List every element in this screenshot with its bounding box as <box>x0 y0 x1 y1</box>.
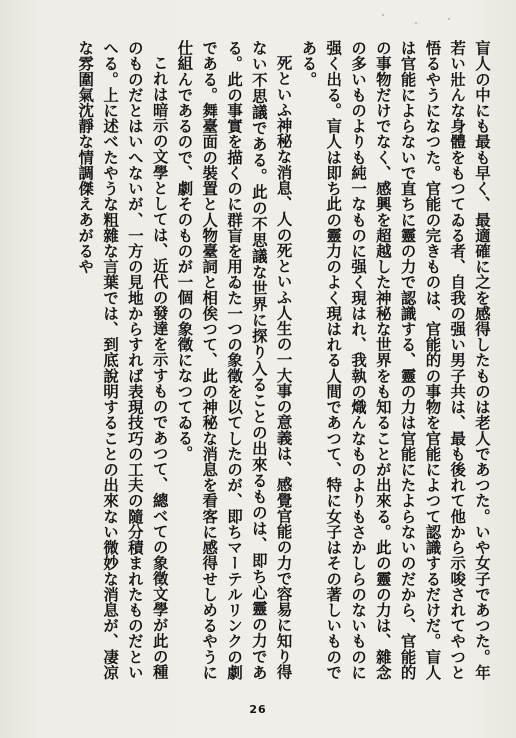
paper-speck <box>415 22 417 24</box>
paragraph-2: 死といふ神秘な消息、人の死といふ人生の一大事の意義は、感覺官能の力で容易に知り得ない不思議である。此の不思議な世界に探り入ることの出來るものは、即ち心靈の力である。此の事實を描くのに群盲を用ゐた一つの象徵を以てしたのが、即ちマーテルリンクの劇である。舞臺面の裝置と人物臺詞と相俟つて、此の神秘な消息を看客に感得せしめるやうに仕組んであるので、劇そのものが一個の象徵になつてゐる。 <box>175 40 293 680</box>
vertical-text-body <box>22 40 494 680</box>
page-number: 26 <box>249 703 267 716</box>
paragraph-1: 盲人の中にも最も早く、最適確に之を感得したものは老人であつた。いや女子であつた。年若い壯んな身體をもつてゐる者、自我の强い男子共は、最も後れて他から示唆されてやつと悟るやうになつた。官能の完きものは、官能的の事物を官能によつて認識するだけだ。盲人は官能によらないで直ちに靈の力で認識する、靈の力は官能にたよらないのだから、官能的の事物だけでなく、感興を超越した神秘な世界をも知ることが出來る。此の靈の力は、雜念の多いものよりも純一なものに强く現はれ、我執の熾んなものよりもさかしらのないものに强く出る。盲人は即ち此の靈力のよく現はれる人間であつて、特に女子はその著しいものである。 <box>299 40 491 680</box>
paragraph-3: これは暗示の文學としては、近代の發達を示すものであつて、總べての象徵文學が此の種のものだとはいへないが、一方の見地からすれば表現技巧の工夫の隨分積まれたものだといへる。上に述べたやうな粗雜な言葉では、到底說明することの出來ない微妙な消息が、凄凉な雰圍氣沈靜な情調傑えあがるや <box>76 40 169 680</box>
paper-speck <box>382 14 384 16</box>
paper-speck <box>448 18 450 20</box>
